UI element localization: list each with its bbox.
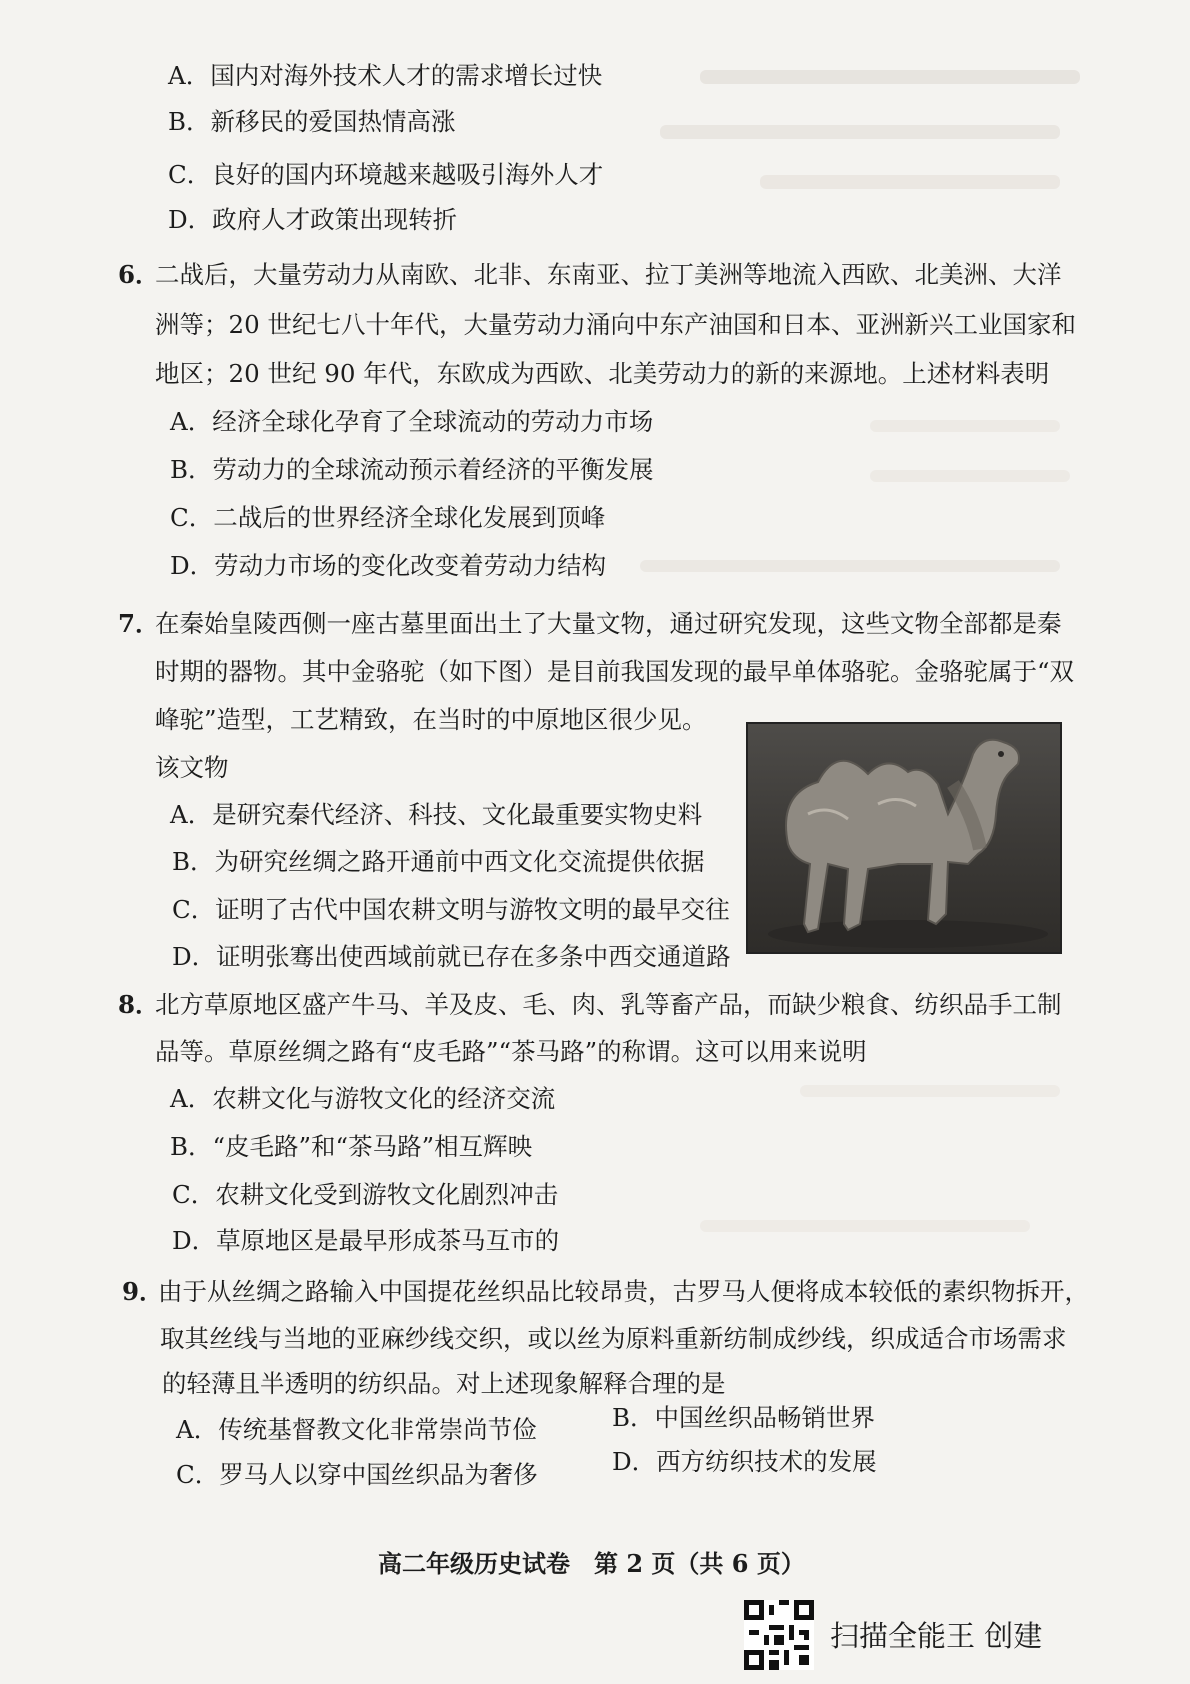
q9-option-c: C．罗马人以穿中国丝织品为奢侈 bbox=[176, 1460, 538, 1489]
q7-number: 7． bbox=[118, 609, 160, 638]
q6-number: 6． bbox=[118, 260, 160, 289]
bleed-through-mark bbox=[800, 1085, 1060, 1097]
bleed-through-mark bbox=[870, 470, 1070, 482]
q6-option-d: D．劳动力市场的变化改变着劳动力结构 bbox=[170, 551, 607, 580]
q7-option-a: A．是研究秦代经济、科技、文化最重要实物史料 bbox=[170, 800, 703, 829]
q6-stem-line-1: 二战后，大量劳动力从南欧、北非、东南亚、拉丁美洲等地流入西欧、北美洲、大洋 bbox=[155, 260, 1062, 289]
camel-figure bbox=[748, 724, 1060, 952]
q6-option-a: A．经济全球化孕育了全球流动的劳动力市场 bbox=[170, 407, 654, 436]
page-footer: 高二年级历史试卷 第 2 页（共 6 页） bbox=[378, 1549, 805, 1578]
q5-option-c: C．良好的国内环境越来越吸引海外人才 bbox=[168, 160, 604, 189]
bleed-through-mark bbox=[700, 1220, 1030, 1232]
q8-stem-line-2: 品等。草原丝绸之路有“皮毛路”“茶马路”的称谓。这可以用来说明 bbox=[155, 1037, 867, 1066]
qr-code-icon bbox=[744, 1600, 814, 1670]
q5-option-d: D．政府人才政策出现转折 bbox=[168, 205, 458, 234]
q9-stem-line-1: 由于从丝绸之路输入中国提花丝织品比较昂贵，古罗马人便将成本较低的素织物拆开， bbox=[158, 1277, 1089, 1306]
q9-stem-line-2: 取其丝线与当地的亚麻纱线交织，或以丝为原料重新纺制成纱线，织成适合市场需求 bbox=[160, 1324, 1067, 1353]
q9-option-a: A．传统基督教文化非常崇尚节俭 bbox=[176, 1415, 537, 1444]
bleed-through-mark bbox=[640, 560, 1060, 572]
q8-stem-line-1: 北方草原地区盛产牛马、羊及皮、毛、肉、乳等畜产品，而缺少粮食、纺织品手工制 bbox=[155, 990, 1062, 1019]
q7-lead: 该文物 bbox=[155, 753, 229, 782]
q6-stem-line-3: 地区；20 世纪 90 年代，东欧成为西欧、北美劳动力的新的来源地。上述材料表明 bbox=[155, 359, 1050, 388]
scanner-watermark: 扫描全能王 创建 bbox=[830, 1619, 1043, 1653]
q9-stem-line-3: 的轻薄且半透明的纺织品。对上述现象解释合理的是 bbox=[162, 1369, 726, 1398]
q9-number: 9． bbox=[122, 1277, 164, 1306]
q7-option-b: B．为研究丝绸之路开通前中西文化交流提供依据 bbox=[172, 847, 705, 876]
q6-option-c: C．二战后的世界经济全球化发展到顶峰 bbox=[170, 503, 606, 532]
q5-option-a: A．国内对海外技术人才的需求增长过快 bbox=[168, 61, 603, 90]
q8-option-a: A．农耕文化与游牧文化的经济交流 bbox=[170, 1084, 556, 1113]
golden-camel-photo bbox=[746, 722, 1062, 954]
q6-stem-line-2: 洲等；20 世纪七八十年代，大量劳动力涌向中东产油国和日本、亚洲新兴工业国家和 bbox=[155, 310, 1076, 339]
q7-stem-line-3: 峰驼”造型，工艺精致，在当时的中原地区很少见。 bbox=[155, 705, 707, 734]
q7-option-c: C．证明了古代中国农耕文明与游牧文明的最早交往 bbox=[172, 895, 730, 924]
q6-option-b: B．劳动力的全球流动预示着经济的平衡发展 bbox=[170, 455, 654, 484]
q8-option-b: B．“皮毛路”和“茶马路”相互辉映 bbox=[170, 1132, 533, 1161]
bleed-through-mark bbox=[660, 125, 1060, 139]
q7-stem-line-2: 时期的器物。其中金骆驼（如下图）是目前我国发现的最早单体骆驼。金骆驼属于“双 bbox=[155, 657, 1075, 686]
q8-number: 8． bbox=[118, 990, 160, 1019]
q8-option-d: D．草原地区是最早形成茶马互市的 bbox=[172, 1226, 560, 1255]
q5-option-b: B．新移民的爱国热情高涨 bbox=[168, 107, 456, 136]
q8-option-c: C．农耕文化受到游牧文化剧烈冲击 bbox=[172, 1180, 559, 1209]
q9-option-b: B．中国丝织品畅销世界 bbox=[612, 1403, 876, 1432]
q7-option-d: D．证明张骞出使西域前就已存在多条中西交通道路 bbox=[172, 942, 731, 971]
q9-option-d: D．西方纺织技术的发展 bbox=[612, 1447, 877, 1476]
bleed-through-mark bbox=[870, 420, 1060, 432]
bleed-through-mark bbox=[700, 70, 1080, 84]
bleed-through-mark bbox=[760, 175, 1060, 189]
q7-stem-line-1: 在秦始皇陵西侧一座古墓里面出土了大量文物，通过研究发现，这些文物全部都是秦 bbox=[155, 609, 1062, 638]
